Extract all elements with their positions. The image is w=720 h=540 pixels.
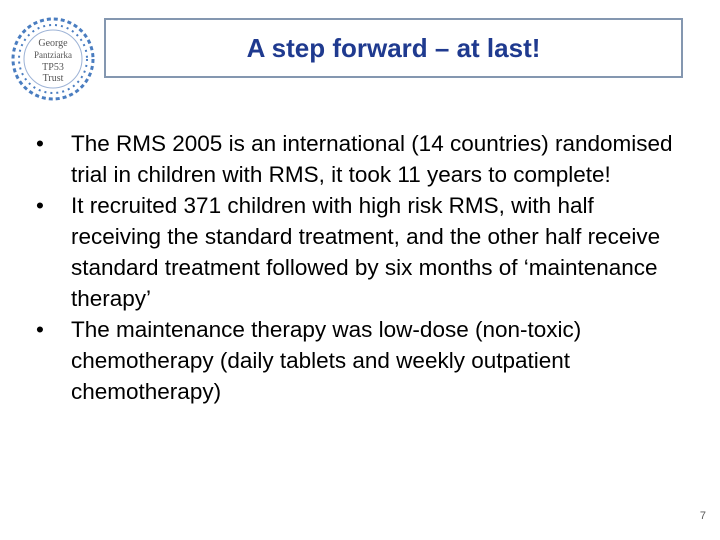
page-number: 7 [699,510,706,522]
bullet-text: The RMS 2005 is an international (14 countries) randomised trial in children with RMS, it took 11 years to complete! [71,131,673,187]
bullet-text: The maintenance therapy was low-dose (non-toxic) chemotherapy (daily tablets and weekly outpatient chemotherapy) [71,317,582,404]
title-box [104,18,683,78]
bullet-item [36,314,676,407]
bullet-text: It recruited 371 children with high risk RMS, with half receiving the standard treatment, and the other half receive standard treatment followed by six months of ‘maintenance therapy’ [71,193,661,311]
bullet-marker: • [36,193,44,218]
logo-text-line-1: George [38,38,68,49]
dna-ring-icon [8,14,98,104]
logo-text-line-2: Pantziarka [34,50,72,60]
bullet-list [36,128,676,407]
bullet-marker: • [36,131,44,156]
bullet-item [36,190,676,314]
slide-title: A step forward – at last! [246,32,541,63]
bullet-marker: • [36,317,44,342]
bullet-item [36,128,676,190]
logo-text-line-3: TP53 [42,62,64,73]
logo-text-line-4: Trust [42,73,64,84]
trust-logo [8,14,98,104]
